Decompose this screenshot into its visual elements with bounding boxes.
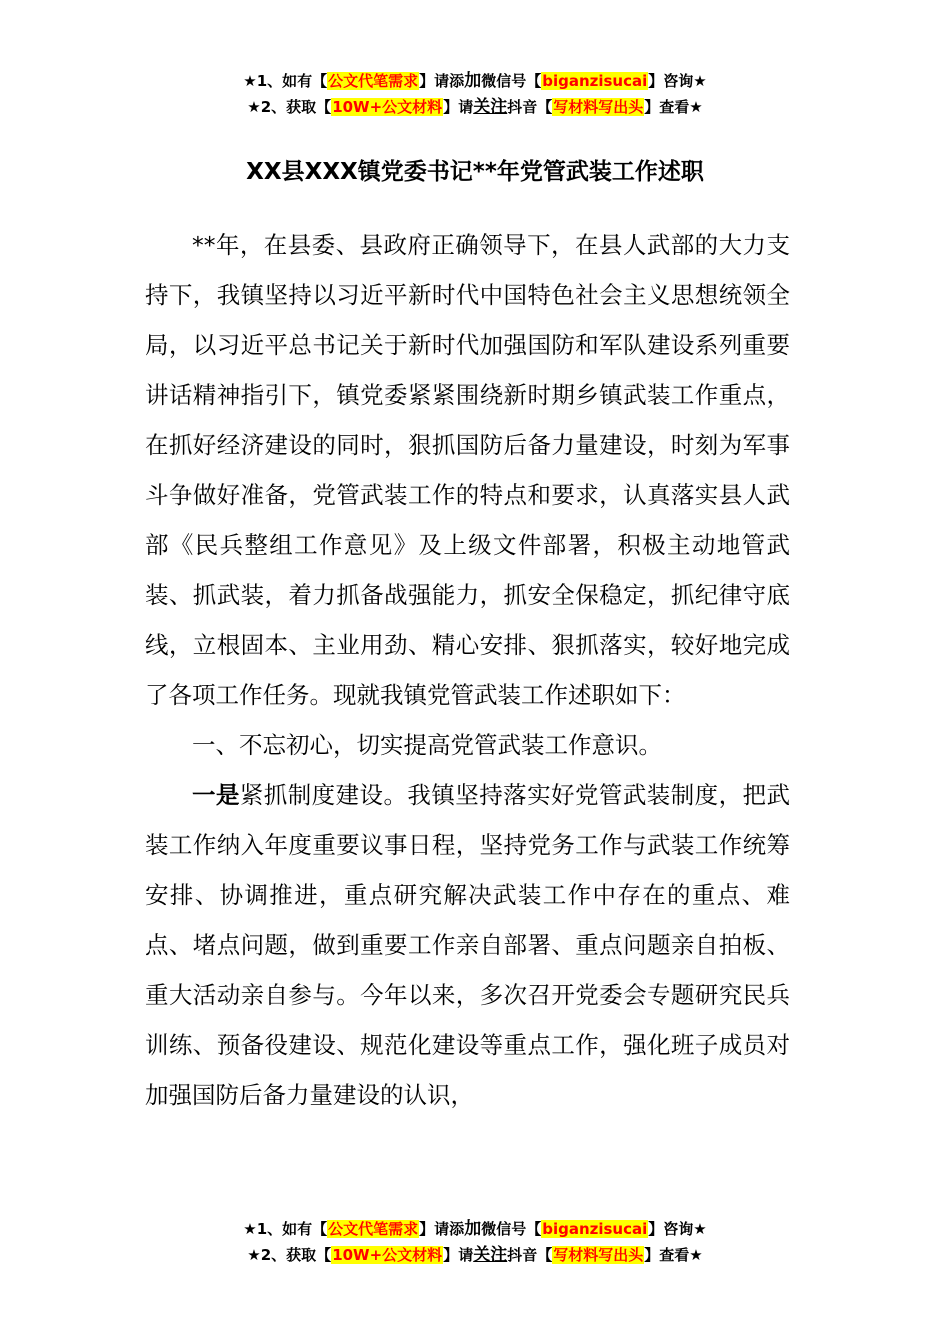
promo-highlight: 公文代笔需求 <box>328 72 419 90</box>
promo-highlight: 公文代笔需求 <box>328 1220 419 1238</box>
promo-line-1: ★1、如有【公文代笔需求】请添加微信号【biganzisucai】咨询★ <box>243 71 707 91</box>
promo-highlight: 10W+公文材料 <box>332 98 443 116</box>
promo-banner-bottom <box>0 1216 950 1268</box>
promo-highlight: biganzisucai <box>542 72 648 90</box>
promo-highlight: 写材料写出头 <box>553 98 644 116</box>
promo-highlight: 写材料写出头 <box>553 1246 644 1264</box>
promo-line-2: ★2、获取【10W+公文材料】请关注抖音【写材料写出头】查看★ <box>247 1245 703 1265</box>
paragraph-intro: **年，在县委、县政府正确领导下，在县人武部的大力支持下，我镇坚持以习近平新时代中国特色社会主义思想统领全局，以习近平总书记关于新时代加强国防和军队建设系列重要讲话精神指引下，镇党委紧紧围绕新时期乡镇武装工作重点，在抓好经济建设的同时，狠抓国防后备力量建设，时刻为军事斗争做好准备，党管武装工作的特点和要求，认真落实县人武部《民兵整组工作意见》及上级文件部署，积极主动地管武装、抓武装，着力抓备战强能力，抓安全保稳定，抓纪律守底线，立根固本、主业用劲、精心安排、狠抓落实，较好地完成了各项工作任务。现就我镇党管武装工作述职如下： <box>145 231 790 709</box>
promo-line-2: ★2、获取【10W+公文材料】请关注抖音【写材料写出头】查看★ <box>247 97 703 117</box>
promo-banner-top <box>0 68 950 120</box>
document-title: XX县XXX镇党委书记**年党管武装工作述职 <box>246 159 704 185</box>
document-body <box>145 220 790 1120</box>
promo-line-1: ★1、如有【公文代笔需求】请添加微信号【biganzisucai】咨询★ <box>243 1219 707 1239</box>
paragraph-point-1: 一是紧抓制度建设。我镇坚持落实好党管武装制度，把武装工作纳入年度重要议事日程，坚持党务工作与武装工作统筹安排、协调推进，重点研究解决武装工作中存在的重点、难点、堵点问题，做到重要工作亲自部署、重点问题亲自拍板、重大活动亲自参与。今年以来，多次召开党委会专题研究民兵训练、预备役建设、规范化建设等重点工作，强化班子成员对加强国防后备力量建设的认识， <box>145 781 790 1109</box>
section-heading: 一、不忘初心，切实提高党管武装工作意识。 <box>192 731 662 759</box>
promo-highlight: 10W+公文材料 <box>332 1246 443 1264</box>
promo-highlight: biganzisucai <box>542 1220 648 1238</box>
point-lead: 一是 <box>192 781 240 809</box>
